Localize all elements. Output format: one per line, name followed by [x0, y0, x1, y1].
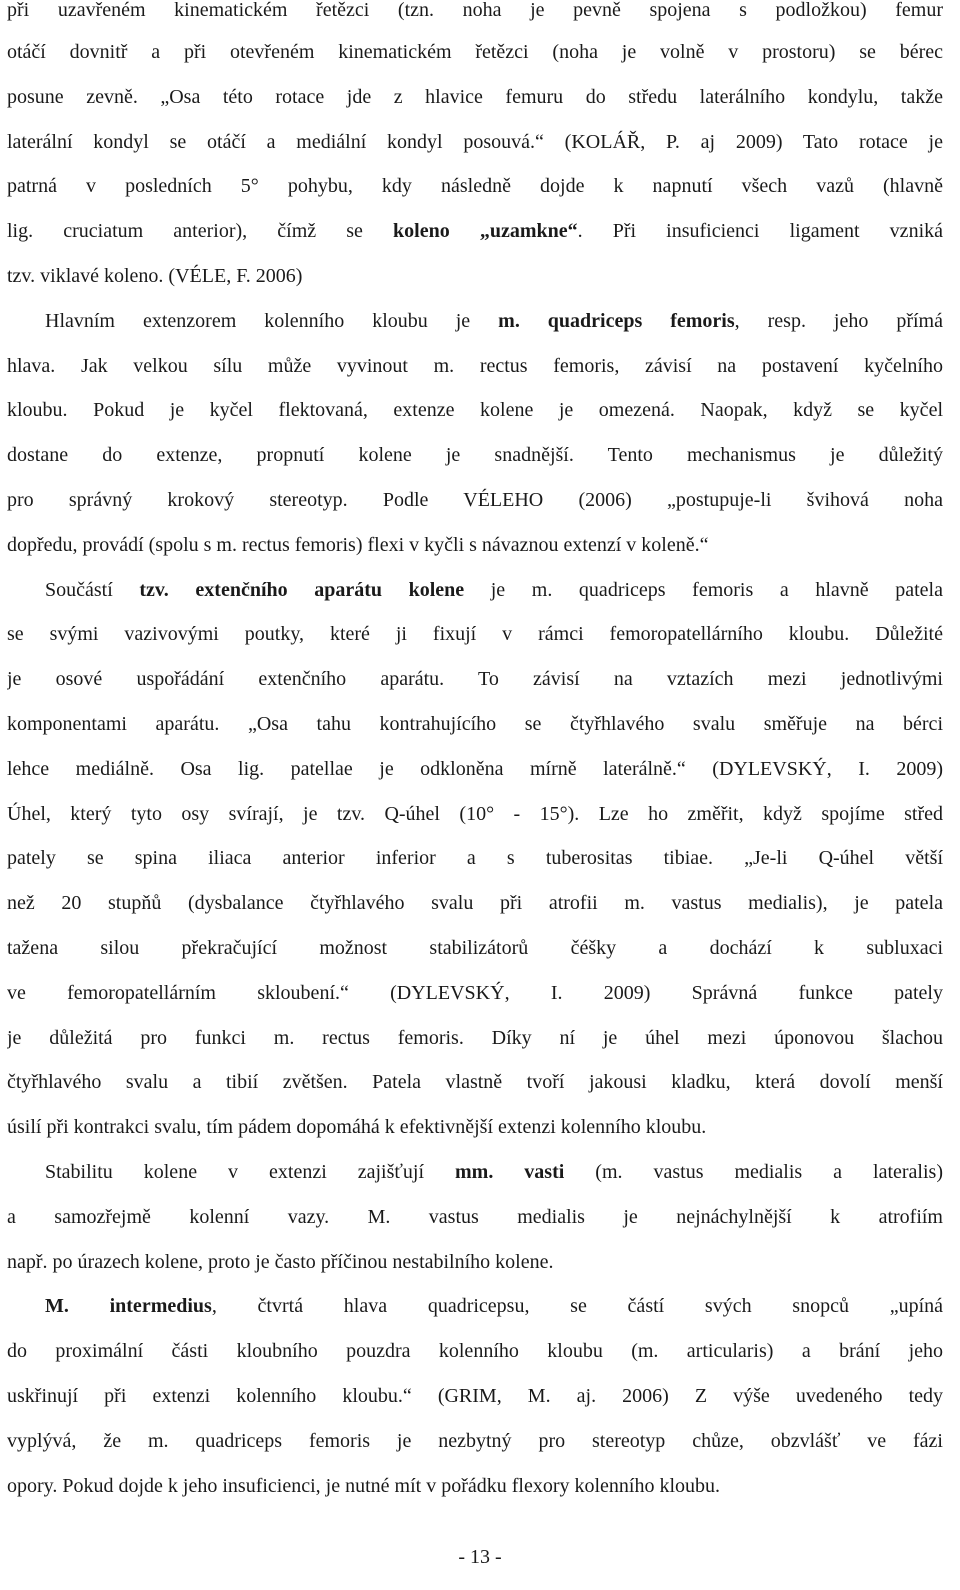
- text-run: uskřinují při extenzi kolenního kloubu.“ (GRIM, M. aj. 2006) Z výše uvedeného tedy: [7, 1384, 943, 1407]
- text-run: , resp. jeho přímá: [734, 309, 943, 332]
- text-line: [7, 344, 943, 389]
- text-run: tzv. viklavé koleno. (VÉLE, F. 2006): [7, 264, 303, 287]
- text-run: Stabilitu kolene v extenzi zajišťují: [45, 1160, 456, 1183]
- bold-text: koleno „uzamkne“: [393, 220, 578, 243]
- text-run: úsilí při kontrakci svalu, tím pádem dopomáhá k efektivnější extenzi kolenního kloubu.: [7, 1116, 707, 1139]
- text-line: [7, 523, 943, 568]
- text-line: [7, 1374, 943, 1419]
- text-run: patrná v posledních 5° pohybu, kdy následně dojde k napnutí všech vazů (hlavně: [7, 175, 943, 198]
- text-line: [7, 1016, 943, 1061]
- text-run: hlava. Jak velkou sílu může vyvinout m. rectus femoris, závisí na postavení kyčelního: [7, 354, 943, 377]
- text-line: [7, 0, 943, 30]
- text-line: [7, 971, 943, 1016]
- text-run: se svými vazivovými poutky, které ji fixují v rámci femoropatellárního kloubu. Důležité: [7, 623, 943, 646]
- text-run: např. po úrazech kolene, proto je často příčinou nestabilního kolene.: [7, 1250, 554, 1273]
- text-line: [7, 1195, 943, 1240]
- text-run: při uzavřeném kinematickém řetězci (tzn. noha je pevně spojena s podložkou) femur: [7, 0, 943, 21]
- text-line: [7, 1329, 943, 1374]
- text-line: [7, 792, 943, 837]
- text-line: [7, 836, 943, 881]
- text-run: opory. Pokud dojde k jeho insuficienci, je nutné mít v pořádku flexory kolenního kloubu.: [7, 1474, 721, 1497]
- text-line: [7, 702, 943, 747]
- text-run: komponentami aparátu. „Osa tahu kontrahujícího se čtyřhlavého svalu směřuje na bérci: [7, 712, 943, 735]
- text-run: tažena silou překračující možnost stabilizátorů čéšky a dochází k subluxaci: [7, 936, 943, 959]
- document-page: [7, 0, 943, 1508]
- text-run: je m. quadriceps femoris a hlavně patela: [464, 578, 943, 601]
- text-line: [7, 1150, 943, 1195]
- text-line: [7, 612, 943, 657]
- text-run: pro správný krokový stereotyp. Podle VÉLEHO (2006) „postupuje-li švihová noha: [7, 488, 943, 511]
- text-run: do proximální části kloubního pouzdra kolenního kloubu (m. articularis) a brání jeho: [7, 1340, 943, 1363]
- text-line: [7, 209, 943, 254]
- text-run: otáčí dovnitř a při otevřeném kinematickém řetězci (noha je volně v prostoru) se bérec: [7, 41, 943, 63]
- text-line: [7, 657, 943, 702]
- text-line: [7, 388, 943, 433]
- text-run: je osové uspořádání extenčního aparátu. To závisí na vztazích mezi jednotlivými: [7, 668, 943, 691]
- text-line: [7, 1105, 943, 1150]
- text-run: Úhel, který tyto osy svírají, je tzv. Q-úhel (10° - 15°). Lze ho změřit, když spojíme střed: [7, 802, 943, 825]
- text-run: lehce mediálně. Osa lig. patellae je odkloněna mírně laterálně.“ (DYLEVSKÝ, I. 2009): [7, 757, 943, 780]
- text-line: [7, 164, 943, 209]
- text-run: lig. cruciatum anterior), čímž se: [7, 220, 394, 243]
- text-line: [7, 1060, 943, 1105]
- text-run: (m. vastus medialis a lateralis): [564, 1160, 943, 1183]
- text-run: posune zevně. „Osa této rotace jde z hlavice femuru do středu laterálního kondylu, takže: [7, 85, 943, 108]
- page-number: - 13 -: [458, 1546, 502, 1568]
- text-run: čtyřhlavého svalu a tibií zvětšen. Patela vlastně tvoří jakousi kladku, která dovolí menší: [7, 1071, 943, 1094]
- text-run: dostane do extenze, propnutí kolene je snadnější. Tento mechanismus je důležitý: [7, 444, 943, 467]
- text-line: [7, 30, 943, 75]
- text-line: [7, 299, 943, 344]
- text-line: [7, 1464, 943, 1509]
- text-line: [7, 926, 943, 971]
- bold-text: M. intermedius: [45, 1295, 212, 1318]
- text-line: [7, 1240, 943, 1285]
- text-run: je důležitá pro funkci m. rectus femoris. Díky ní je úhel mezi úponovou šlachou: [7, 1026, 943, 1049]
- text-run: a samozřejmě kolenní vazy. M. vastus medialis je nejnáchylnější k atrofiím: [7, 1205, 943, 1228]
- text-run: než 20 stupňů (dysbalance čtyřhlavého svalu při atrofii m. vastus medialis), je patela: [7, 892, 943, 915]
- text-run: ve femoropatellárním skloubení.“ (DYLEVSKÝ, I. 2009) Správná funkce pately: [7, 981, 943, 1004]
- text-line: [7, 433, 943, 478]
- text-run: , čtvrtá hlava quadricepsu, se částí svých snopců „upíná: [211, 1295, 943, 1318]
- text-run: pately se spina iliaca anterior inferior a s tuberositas tibiae. „Je-li Q-úhel větší: [7, 847, 943, 870]
- text-line: [7, 747, 943, 792]
- text-line: [7, 1284, 943, 1329]
- bold-text: mm. vasti: [455, 1160, 565, 1183]
- text-run: vyplývá, že m. quadriceps femoris je nezbytný pro stereotyp chůze, obzvlášť ve fázi: [7, 1429, 943, 1452]
- text-line: [7, 568, 943, 613]
- text-line: [7, 881, 943, 926]
- text-run: Hlavním extenzorem kolenního kloubu je: [45, 309, 499, 332]
- bold-text: tzv. extenčního aparátu kolene: [139, 578, 465, 601]
- text-line: [7, 254, 943, 299]
- text-run: Součástí: [45, 578, 140, 601]
- text-line: [7, 120, 943, 165]
- text-run: dopředu, provádí (spolu s m. rectus femoris) flexi v kyčli s návaznou extenzí v koleně.“: [7, 533, 709, 556]
- text-line: [7, 75, 943, 120]
- text-line: [7, 478, 943, 523]
- text-run: . Při insuficienci ligament vzniká: [577, 220, 943, 243]
- text-run: laterální kondyl se otáčí a mediální kondyl posouvá.“ (KOLÁŘ, P. aj 2009) Tato rotace je: [7, 130, 943, 153]
- text-line: [7, 1419, 943, 1464]
- bold-text: m. quadriceps femoris: [498, 309, 735, 332]
- text-run: kloubu. Pokud je kyčel flektovaná, extenze kolene je omezená. Naopak, když se kyčel: [7, 399, 943, 422]
